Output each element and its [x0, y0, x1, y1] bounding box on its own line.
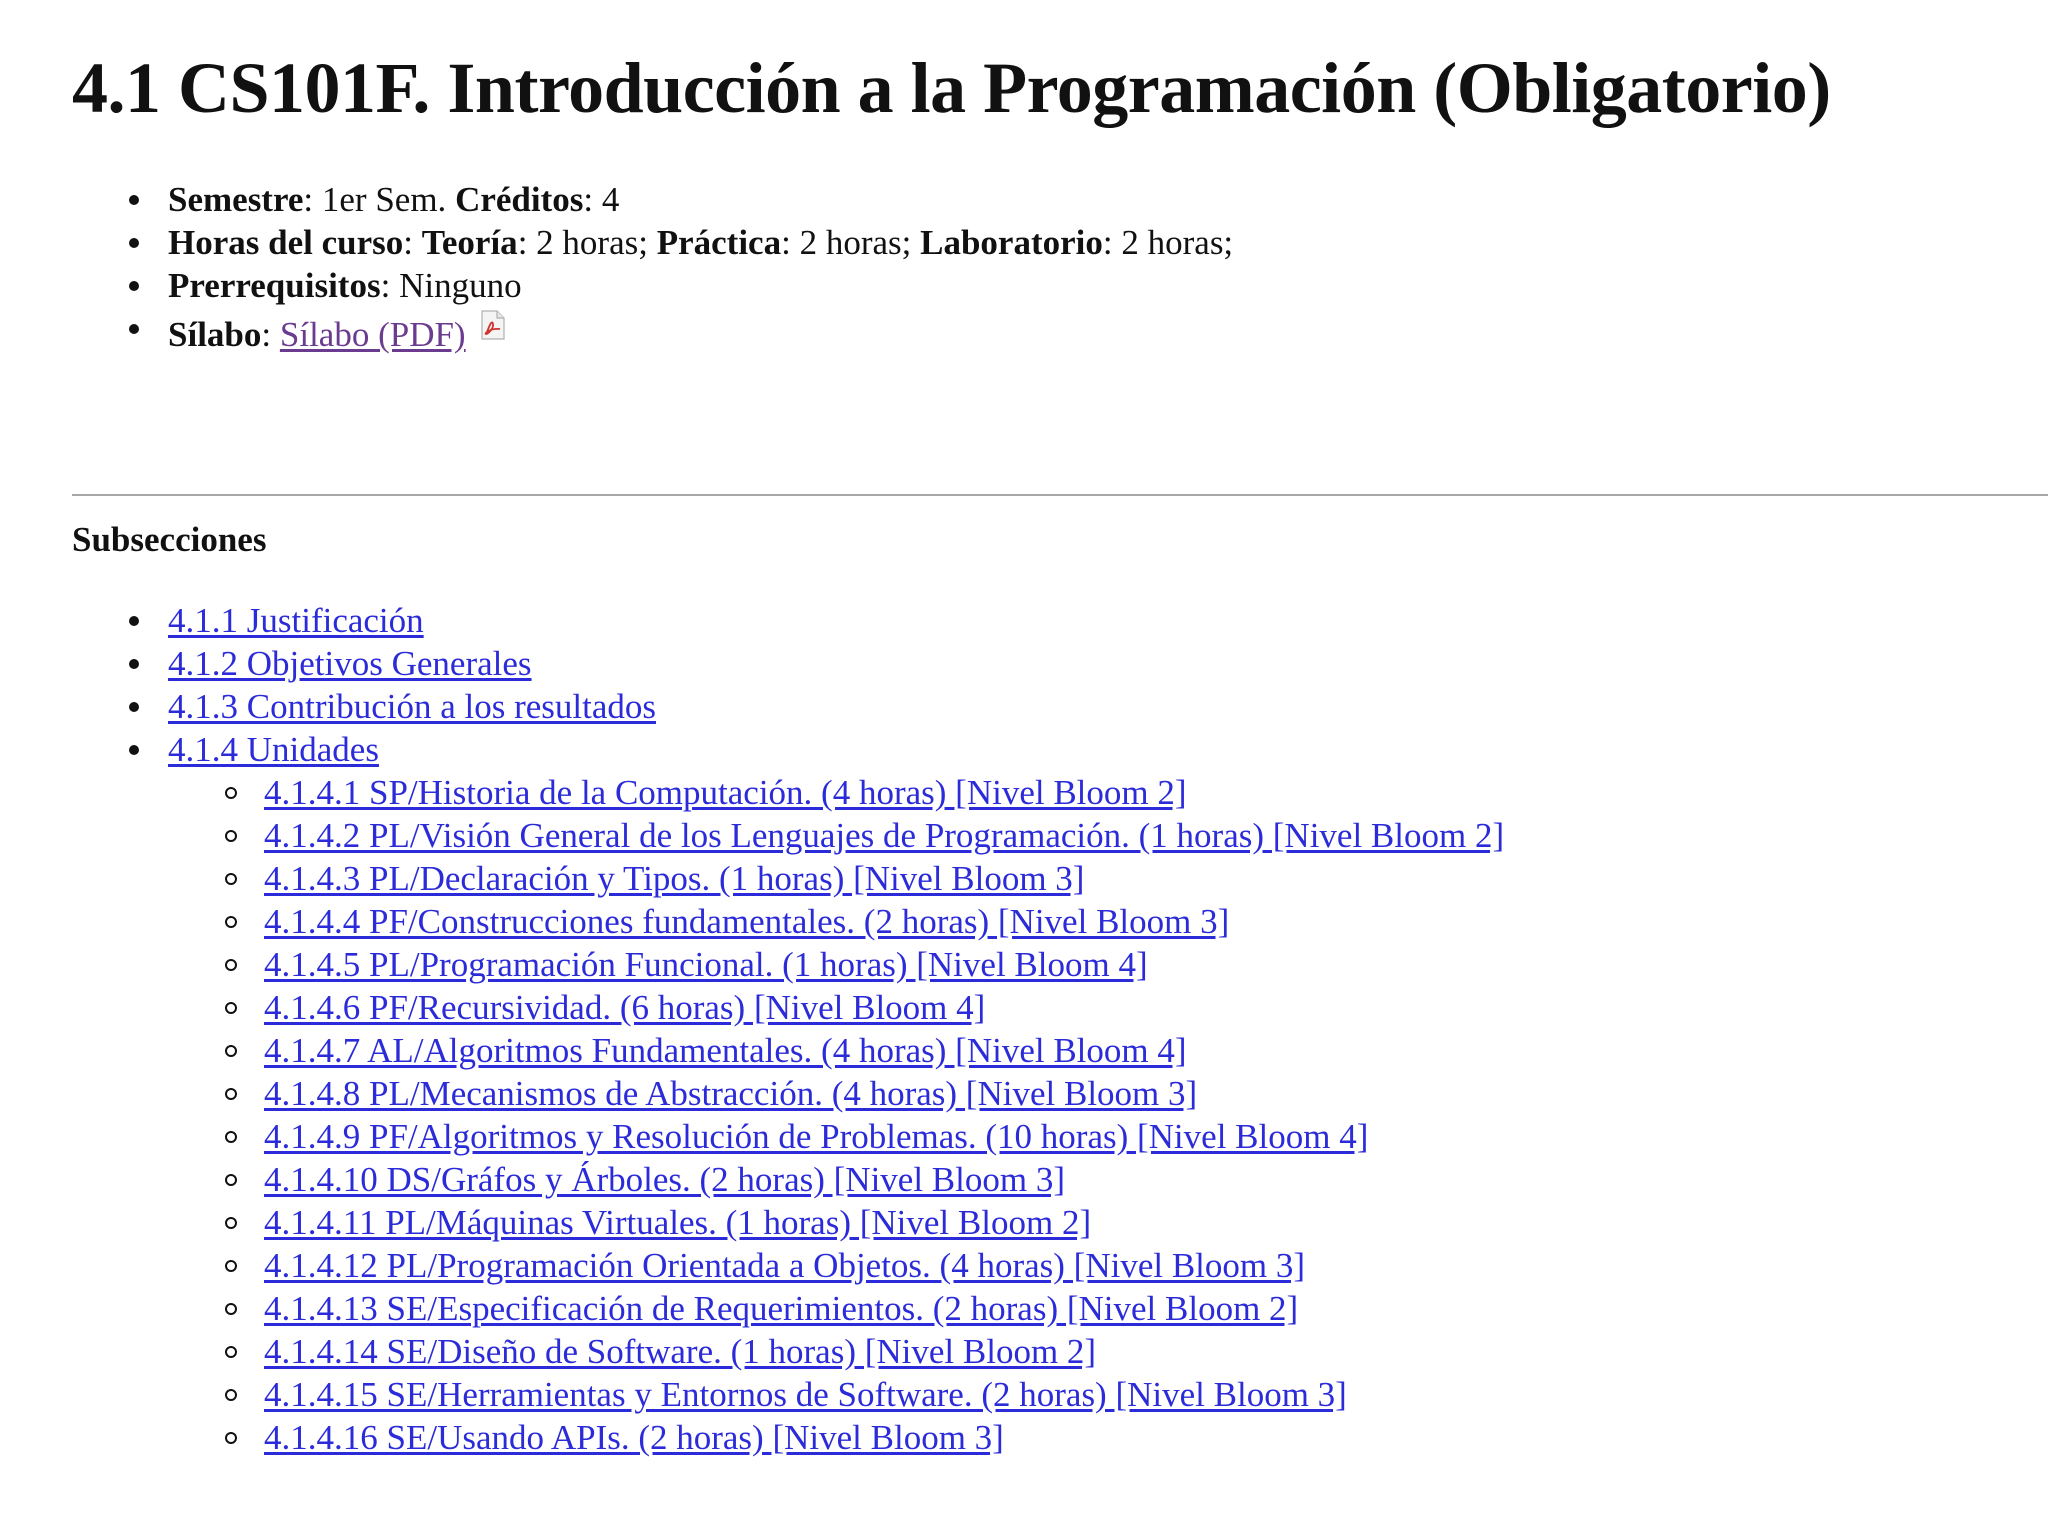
unit-link[interactable]: 4.1.4.7 AL/Algoritmos Fundamentales. (4 horas) [Nivel Bloom 4]: [264, 1031, 1187, 1070]
list-item: [72, 642, 2048, 685]
list-item: [72, 728, 2048, 1459]
unit-item: [168, 771, 2048, 814]
page-title: 4.1 CS101F. Introducción a la Programación (Obligatorio): [72, 48, 1831, 128]
unit-item: [168, 1416, 2048, 1459]
unit-link[interactable]: 4.1.4.14 SE/Diseño de Software. (1 horas) [Nivel Bloom 2]: [264, 1332, 1097, 1371]
unit-link[interactable]: 4.1.4.6 PF/Recursividad. (6 horas) [Nivel Bloom 4]: [264, 988, 986, 1027]
unit-link[interactable]: 4.1.4.11 PL/Máquinas Virtuales. (1 horas) [Nivel Bloom 2]: [264, 1203, 1092, 1242]
unit-link[interactable]: 4.1.4.8 PL/Mecanismos de Abstracción. (4 horas) [Nivel Bloom 3]: [264, 1074, 1198, 1113]
unit-item: [168, 900, 2048, 943]
unit-link[interactable]: 4.1.4.3 PL/Declaración y Tipos. (1 horas) [Nivel Bloom 3]: [264, 859, 1085, 898]
unit-item: [168, 1072, 2048, 1115]
unit-item: [168, 857, 2048, 900]
practica-label: Práctica: [656, 223, 782, 262]
unit-item: [168, 1373, 2048, 1416]
silabo-label: Sílabo: [168, 315, 262, 354]
unit-item: [168, 1158, 2048, 1201]
subsection-link[interactable]: 4.1.3 Contribución a los resultados: [168, 687, 657, 726]
subsection-link[interactable]: 4.1.2 Objetivos Generales: [168, 644, 532, 683]
unit-link[interactable]: 4.1.4.4 PF/Construcciones fundamentales. (2 horas) [Nivel Bloom 3]: [264, 902, 1230, 941]
unit-link[interactable]: 4.1.4.2 PL/Visión General de los Lenguajes de Programación. (1 horas) [Nivel Bloom 2]: [264, 816, 1505, 855]
unit-link[interactable]: 4.1.4.13 SE/Especificación de Requerimientos. (2 horas) [Nivel Bloom 2]: [264, 1289, 1299, 1328]
prerrequisitos-label: Prerrequisitos: [168, 266, 381, 305]
subsections-list: [72, 599, 2048, 1459]
unit-link[interactable]: 4.1.4.5 PL/Programación Funcional. (1 horas) [Nivel Bloom 4]: [264, 945, 1148, 984]
course-info-list: [72, 178, 2048, 356]
unit-item: [168, 1029, 2048, 1072]
info-item-prerrequisitos: Prerrequisitos: Ninguno: [72, 264, 2048, 307]
unit-item: [168, 1287, 2048, 1330]
page-content: [72, 0, 2048, 1459]
unit-link[interactable]: 4.1.4.12 PL/Programación Orientada a Objetos. (4 horas) [Nivel Bloom 3]: [264, 1246, 1306, 1285]
teoria-value: 2 horas;: [536, 223, 648, 262]
subsections-heading: Subsecciones: [72, 520, 267, 559]
horas-label: Horas del curso: [168, 223, 404, 262]
unit-item: [168, 1244, 2048, 1287]
pdf-file-icon[interactable]: [480, 307, 506, 337]
unit-item: [168, 1201, 2048, 1244]
silabo-pdf-link[interactable]: Sílabo (PDF): [279, 315, 466, 354]
list-item: [72, 685, 2048, 728]
practica-value: 2 horas;: [799, 223, 912, 262]
unit-item: [168, 1330, 2048, 1373]
units-list: [168, 771, 2048, 1459]
creditos-label: Créditos: [455, 180, 584, 219]
unit-link[interactable]: 4.1.4.16 SE/Usando APIs. (2 horas) [Nivel Bloom 3]: [264, 1418, 1004, 1457]
creditos-value: 4: [601, 180, 620, 219]
section-divider: [72, 494, 2048, 496]
unit-item: [168, 943, 2048, 986]
semestre-label: Semestre: [168, 180, 304, 219]
info-item-semestre: Semestre: 1er Sem. Créditos: 4: [72, 178, 2048, 221]
teoria-label: Teoría: [421, 223, 518, 262]
unit-item: [168, 986, 2048, 1029]
laboratorio-label: Laboratorio: [920, 223, 1103, 262]
unit-link[interactable]: 4.1.4.1 SP/Historia de la Computación. (4 horas) [Nivel Bloom 2]: [264, 773, 1187, 812]
subsection-link[interactable]: 4.1.1 Justificación: [168, 601, 424, 640]
prerrequisitos-value: Ninguno: [399, 266, 522, 305]
unit-link[interactable]: 4.1.4.15 SE/Herramientas y Entornos de Software. (2 horas) [Nivel Bloom 3]: [264, 1375, 1347, 1414]
unit-link[interactable]: 4.1.4.10 DS/Gráfos y Árboles. (2 horas) [Nivel Bloom 3]: [264, 1160, 1066, 1199]
subsection-link[interactable]: 4.1.4 Unidades: [168, 730, 379, 769]
list-item: [72, 599, 2048, 642]
unit-item: [168, 1115, 2048, 1158]
semestre-value: 1er Sem.: [321, 180, 447, 219]
unit-link[interactable]: 4.1.4.9 PF/Algoritmos y Resolución de Problemas. (10 horas) [Nivel Bloom 4]: [264, 1117, 1369, 1156]
info-item-horas: Horas del curso: Teoría: 2 horas; Práctica: 2 horas; Laboratorio: 2 horas;: [72, 221, 2048, 264]
unit-item: [168, 814, 2048, 857]
laboratorio-value: 2 horas;: [1121, 223, 1234, 262]
info-item-silabo: Sílabo: Sílabo (PDF): [72, 307, 2048, 356]
